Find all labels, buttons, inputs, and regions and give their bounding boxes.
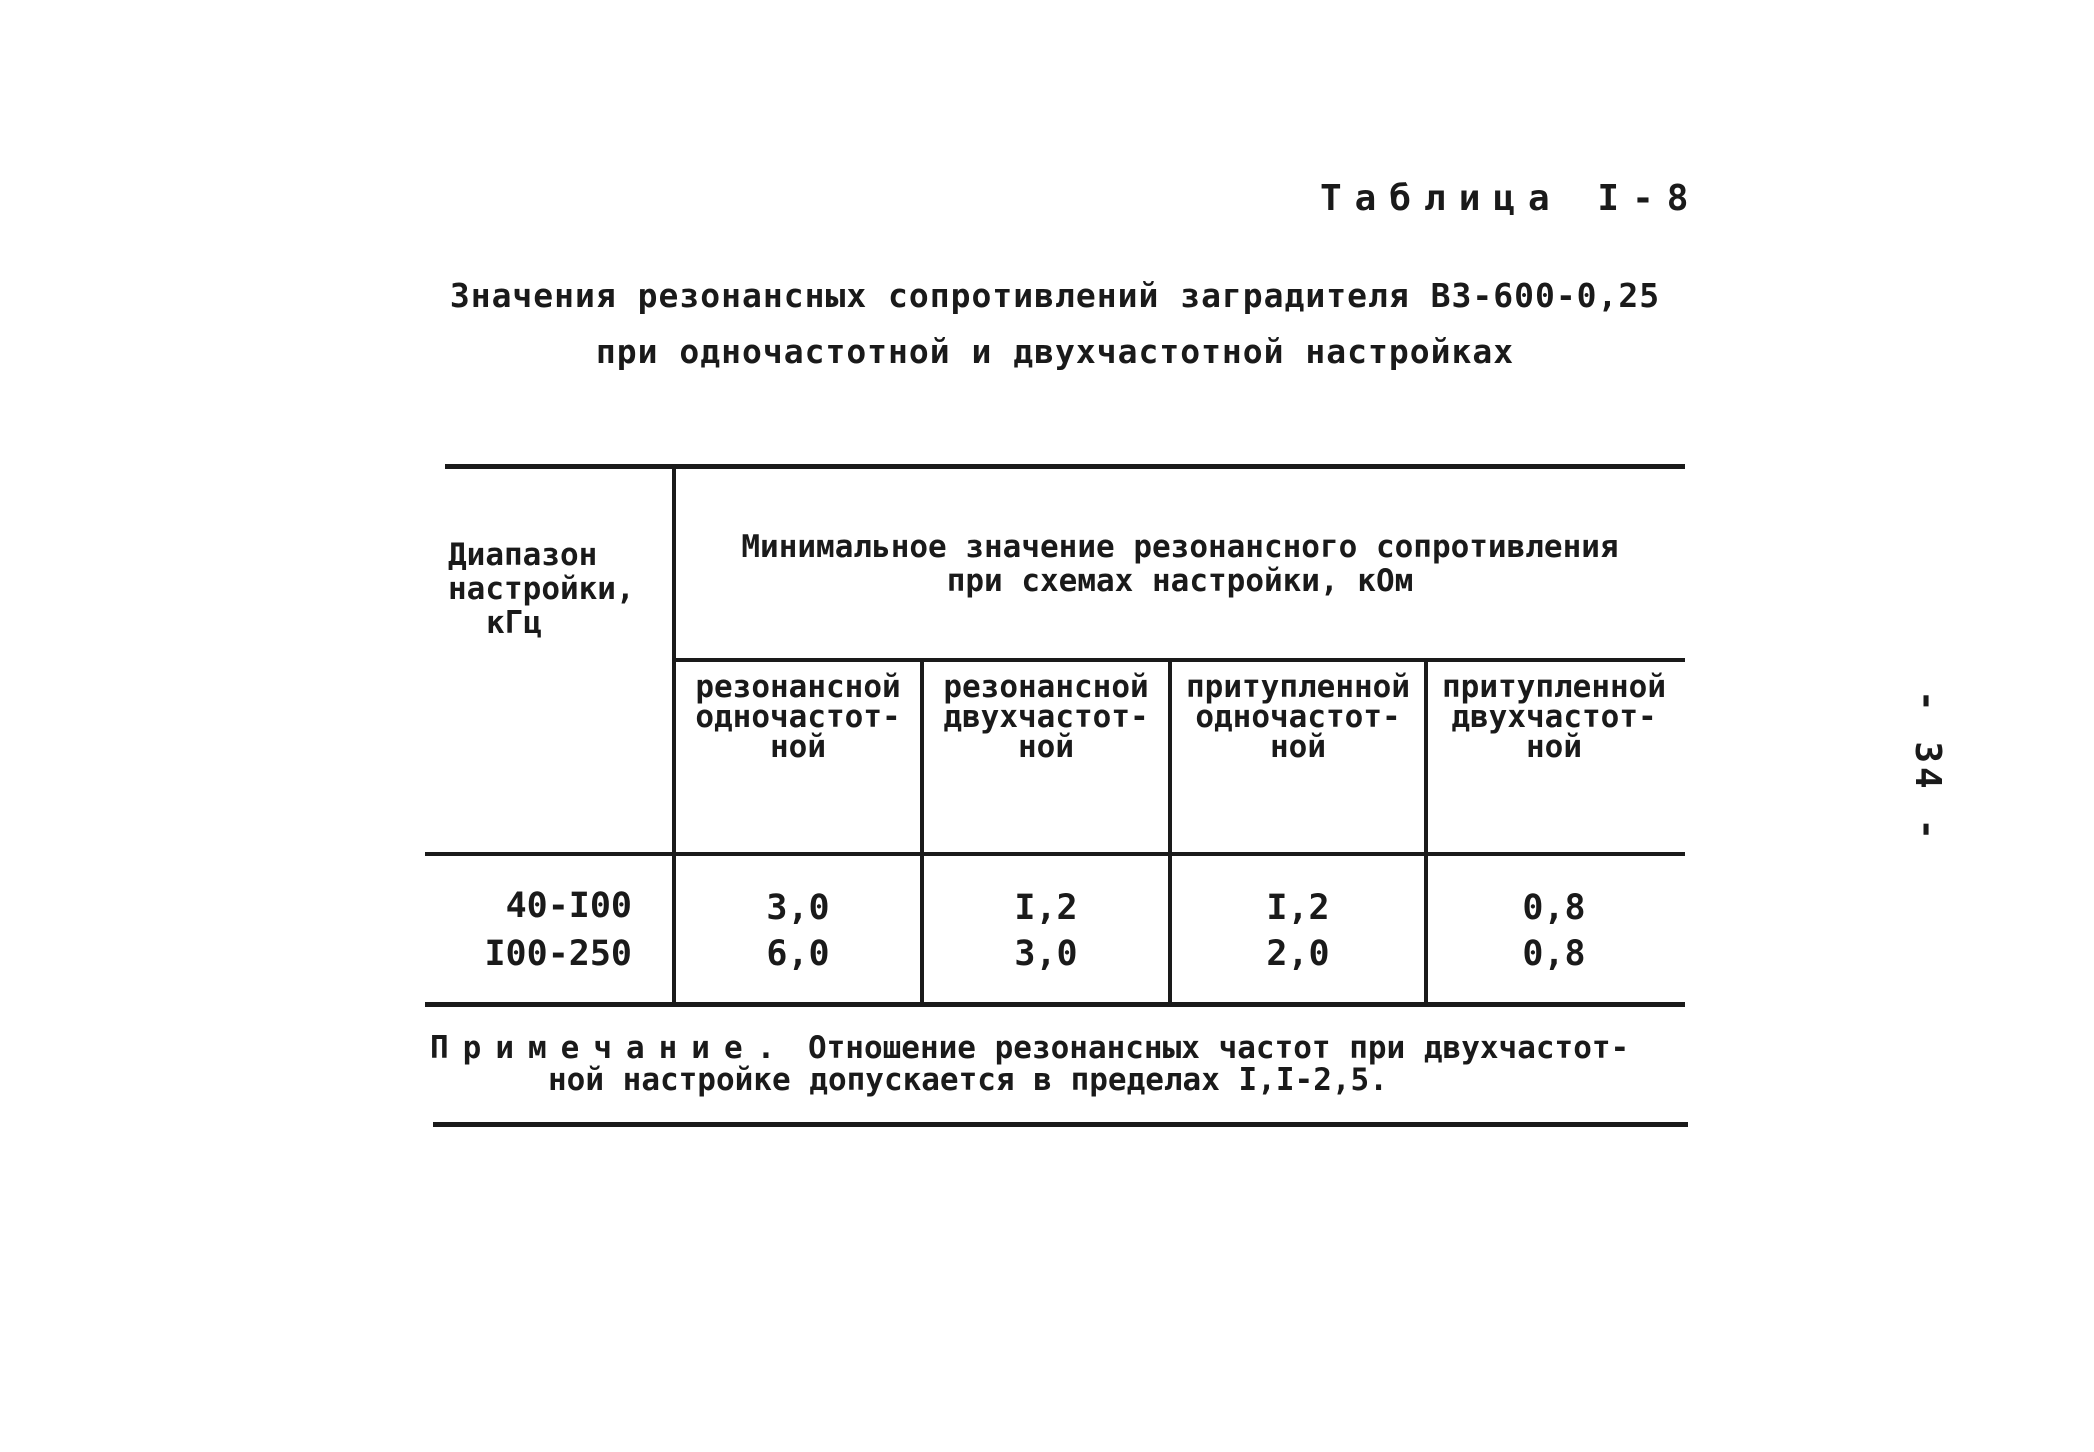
row-2-range: I00-250 [484,934,632,974]
table-bottom-rule [425,1002,1685,1007]
note-line-1 [430,1032,1700,1064]
subheader-line: притупленной [1186,669,1410,705]
subheader-line: двухчастот- [1451,699,1657,735]
subheader-resonant-single [676,669,920,765]
header-bottom-rule [425,852,1685,856]
note-line-2: ной настройке допускается в пределах I,I-2,5. [548,1062,1388,1098]
row-1-range: 40-I00 [505,886,632,926]
table-number-label: Таблица I-8 [1320,178,1702,219]
range-header-line-1: Диапазон [448,537,598,573]
subheader-line: резонансной [943,669,1149,705]
row-1-value-2: I,2 [1014,888,1078,928]
subheader-line: ной [770,729,826,765]
subheader-blunted-dual [1428,669,1680,765]
range-column-header [448,538,635,640]
row-2-value-3: 2,0 [1266,934,1330,974]
subheader-line: двухчастот- [943,699,1149,735]
subheader-line: одночастот- [1195,699,1401,735]
row-1-value-4: 0,8 [1522,888,1586,928]
table-note [430,1032,1700,1096]
group-header-line-2: при схемах настройки, кОм [946,563,1414,599]
row-1-value-3: I,2 [1266,888,1330,928]
group-header-rule [676,658,1685,662]
caption-line-2: при одночастотной и двухчастотной настройках [595,332,1515,371]
page-number: - 34 - [1907,690,1948,845]
table-top-rule [445,464,1685,469]
row-2-value-1: 6,0 [766,934,830,974]
table-caption [440,268,1670,380]
note-label: Примечание. [430,1030,790,1066]
subheader-line: одночастот- [695,699,901,735]
row-2-value-4: 0,8 [1522,934,1586,974]
subheader-blunted-single [1172,669,1424,765]
subheader-line: ной [1018,729,1074,765]
subheader-line: ной [1270,729,1326,765]
range-header-line-3: кГц [486,605,542,641]
group-header-line-1: Минимальное значение резонансного сопротивления [741,529,1619,565]
subheader-resonant-dual [924,669,1168,765]
subheader-line: притупленной [1442,669,1666,705]
range-header-line-2: настройки, [448,571,635,607]
row-2-value-2: 3,0 [1014,934,1078,974]
resistance-group-header [680,530,1680,598]
note-text-1: Отношение резонансных частот при двухчастот- [807,1030,1630,1066]
subheader-line: резонансной [695,669,901,705]
row-1-value-1: 3,0 [766,888,830,928]
note-bottom-rule [433,1122,1688,1127]
caption-line-1: Значения резонансных сопротивлений заградителя ВЗ-600-0,25 [449,276,1661,315]
subheader-line: ной [1526,729,1582,765]
